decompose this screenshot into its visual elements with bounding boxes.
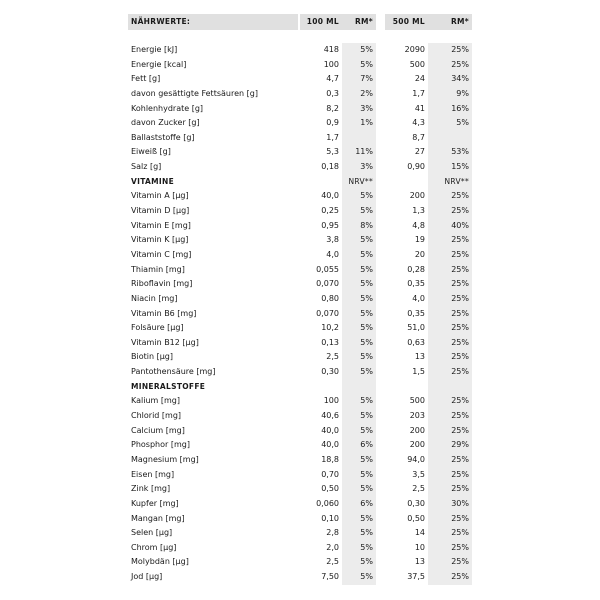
nutrient-name: davon Zucker [g] xyxy=(131,118,200,128)
table-row xyxy=(128,219,472,234)
nutrient-name: Riboflavin [mg] xyxy=(131,279,193,289)
nutrient-name: Magnesium [mg] xyxy=(131,454,199,464)
value-100ml: 3,8 xyxy=(326,235,339,245)
rm-100ml: 5% xyxy=(342,394,376,409)
nutrient-name: Jod [µg] xyxy=(131,572,163,582)
rm-500ml: 25% xyxy=(428,365,472,380)
header-rm-100ml: RM* xyxy=(342,14,376,30)
value-100ml: 2,5 xyxy=(326,557,339,567)
value-500ml: 1,7 xyxy=(412,88,425,98)
rm-100ml: 5% xyxy=(342,541,376,556)
value-100ml: 2,8 xyxy=(326,528,339,538)
value-500ml: 4,3 xyxy=(412,118,425,128)
rm-100ml: 5% xyxy=(342,555,376,570)
value-500ml: 200 xyxy=(409,440,425,450)
value-500ml: 4,0 xyxy=(412,293,425,303)
table-row xyxy=(128,233,472,248)
table-row xyxy=(128,43,472,58)
rm-500ml: 25% xyxy=(428,277,472,292)
table-row xyxy=(128,570,472,585)
rm-500ml: 30% xyxy=(428,497,472,512)
value-100ml: 0,30 xyxy=(321,367,339,377)
nrv-label-500ml: NRV** xyxy=(428,175,472,190)
rm-100ml: 3% xyxy=(342,160,376,175)
value-500ml: 0,63 xyxy=(407,337,425,347)
value-500ml: 0,28 xyxy=(407,264,425,274)
value-500ml: 1,5 xyxy=(412,367,425,377)
table-row xyxy=(128,468,472,483)
rm-500ml: 25% xyxy=(428,394,472,409)
rm-500ml: 53% xyxy=(428,145,472,160)
table-row xyxy=(128,336,472,351)
value-100ml: 4,7 xyxy=(326,74,339,84)
table-row xyxy=(128,116,472,131)
rm-500ml: 29% xyxy=(428,438,472,453)
value-100ml: 40,6 xyxy=(321,411,339,421)
nutrient-name: Chlorid [mg] xyxy=(131,411,182,421)
value-100ml: 18,8 xyxy=(321,454,339,464)
rm-100ml: 5% xyxy=(342,424,376,439)
nutrient-name: Kalium [mg] xyxy=(131,396,180,406)
table-row xyxy=(128,482,472,497)
vitamine-section-header xyxy=(128,175,472,190)
nrv-label-100ml: NRV** xyxy=(342,175,376,190)
value-500ml: 27 xyxy=(414,147,425,157)
rm-500ml: 25% xyxy=(428,307,472,322)
value-100ml: 0,070 xyxy=(316,308,339,318)
vitamine-title: VITAMINE xyxy=(131,176,174,186)
rm-500ml: 25% xyxy=(428,555,472,570)
nutrient-name: Biotin [µg] xyxy=(131,352,173,362)
rm-100ml: 5% xyxy=(342,321,376,336)
rm-100ml: 5% xyxy=(342,248,376,263)
rm-500ml: 25% xyxy=(428,233,472,248)
rm-100ml: 5% xyxy=(342,482,376,497)
rm-100ml xyxy=(342,131,376,146)
value-500ml: 0,30 xyxy=(407,498,425,508)
nutrient-name: Thiamin [mg] xyxy=(131,264,185,274)
nutrient-name: Zink [mg] xyxy=(131,484,171,494)
table-row xyxy=(128,394,472,409)
nutrient-name: Vitamin A [µg] xyxy=(131,191,189,201)
value-500ml: 37,5 xyxy=(407,572,425,582)
rm-100ml: 6% xyxy=(342,438,376,453)
nutrient-name: Vitamin K [µg] xyxy=(131,235,189,245)
rm-100ml: 1% xyxy=(342,116,376,131)
value-100ml: 2,5 xyxy=(326,352,339,362)
rm-100ml: 5% xyxy=(342,307,376,322)
value-100ml: 0,070 xyxy=(316,279,339,289)
nutrient-name: Energie [kJ] xyxy=(131,45,178,54)
rm-100ml: 8% xyxy=(342,219,376,234)
value-500ml: 200 xyxy=(409,425,425,435)
rm-500ml: 16% xyxy=(428,102,472,117)
vitamine-section xyxy=(128,189,472,379)
rm-100ml: 7% xyxy=(342,72,376,87)
rm-500ml: 25% xyxy=(428,292,472,307)
rm-500ml: 40% xyxy=(428,219,472,234)
table-row xyxy=(128,350,472,365)
rm-100ml: 5% xyxy=(342,453,376,468)
rm-100ml: 5% xyxy=(342,350,376,365)
nutrient-name: Vitamin B12 [µg] xyxy=(131,337,199,347)
rm-500ml: 25% xyxy=(428,263,472,278)
value-500ml: 94,0 xyxy=(407,454,425,464)
nutrient-name: Vitamin E [mg] xyxy=(131,220,191,230)
mineralstoffe-section-header xyxy=(128,380,472,395)
value-100ml: 10,2 xyxy=(321,323,339,333)
rm-500ml: 5% xyxy=(428,116,472,131)
value-100ml: 0,18 xyxy=(321,162,339,172)
value-100ml: 40,0 xyxy=(321,425,339,435)
table-row xyxy=(128,160,472,175)
table-row xyxy=(128,263,472,278)
value-500ml: 0,50 xyxy=(407,513,425,523)
header-label: NÄHRWERTE: xyxy=(128,14,298,30)
nutrient-name: Energie [kcal] xyxy=(131,59,187,69)
rm-100ml: 5% xyxy=(342,233,376,248)
value-500ml: 500 xyxy=(409,396,425,406)
nutrient-name: Mangan [mg] xyxy=(131,513,185,523)
table-row xyxy=(128,131,472,146)
table-row xyxy=(128,102,472,117)
value-500ml: 13 xyxy=(414,352,425,362)
rm-500ml: 25% xyxy=(428,526,472,541)
value-500ml: 1,3 xyxy=(412,206,425,216)
table-row xyxy=(128,453,472,468)
table-row xyxy=(128,248,472,263)
value-100ml: 0,13 xyxy=(321,337,339,347)
table-row xyxy=(128,526,472,541)
nutrient-name: Salz [g] xyxy=(131,162,162,172)
nutrient-name: Calcium [mg] xyxy=(131,425,185,435)
rm-100ml: 5% xyxy=(342,263,376,278)
rm-100ml: 11% xyxy=(342,145,376,160)
naehrwerte-section xyxy=(128,43,472,175)
rm-500ml: 25% xyxy=(428,204,472,219)
value-500ml: 20 xyxy=(414,249,425,259)
table-row xyxy=(128,189,472,204)
rm-500ml: 34% xyxy=(428,72,472,87)
value-500ml: 24 xyxy=(414,74,425,84)
value-500ml: 4,8 xyxy=(412,220,425,230)
table-row xyxy=(128,541,472,556)
value-100ml: 0,055 xyxy=(316,264,339,274)
rm-500ml: 25% xyxy=(428,570,472,585)
value-500ml: 200 xyxy=(409,191,425,201)
value-100ml: 0,3 xyxy=(326,88,339,98)
table-row xyxy=(128,72,472,87)
table-header xyxy=(128,14,472,30)
nutrient-name: Kupfer [mg] xyxy=(131,498,179,508)
nutrient-name: Molybdän [µg] xyxy=(131,557,189,567)
rm-500ml: 25% xyxy=(428,541,472,556)
rm-500ml: 25% xyxy=(428,248,472,263)
rm-500ml: 25% xyxy=(428,43,472,58)
value-500ml: 500 xyxy=(409,59,425,69)
value-500ml: 203 xyxy=(409,411,425,421)
nutrient-name: Kohlenhydrate [g] xyxy=(131,103,204,113)
nutrition-table xyxy=(128,14,472,585)
value-500ml: 2090 xyxy=(404,45,425,54)
value-100ml: 0,9 xyxy=(326,118,339,128)
nutrient-name: Vitamin B6 [mg] xyxy=(131,308,197,318)
value-500ml: 14 xyxy=(414,528,425,538)
nutrient-name: Folsäure [µg] xyxy=(131,323,184,333)
value-100ml: 0,70 xyxy=(321,469,339,479)
table-row xyxy=(128,438,472,453)
rm-100ml: 5% xyxy=(342,189,376,204)
value-100ml: 40,0 xyxy=(321,191,339,201)
nutrient-name: Vitamin D [µg] xyxy=(131,206,190,216)
rm-500ml: 25% xyxy=(428,58,472,73)
table-row xyxy=(128,58,472,73)
rm-100ml: 5% xyxy=(342,292,376,307)
nutrient-name: Eiweiß [g] xyxy=(131,147,171,157)
mineralstoffe-section xyxy=(128,394,472,584)
rm-100ml: 5% xyxy=(342,277,376,292)
value-100ml: 2,0 xyxy=(326,542,339,552)
table-row xyxy=(128,512,472,527)
nutrient-name: Pantothensäure [mg] xyxy=(131,367,216,377)
rm-100ml: 5% xyxy=(342,204,376,219)
table-row xyxy=(128,307,472,322)
rm-500ml: 9% xyxy=(428,87,472,102)
rm-500ml: 25% xyxy=(428,482,472,497)
table-row xyxy=(128,409,472,424)
value-100ml: 7,50 xyxy=(321,572,339,582)
value-100ml: 40,0 xyxy=(321,440,339,450)
rm-100ml: 6% xyxy=(342,497,376,512)
rm-500ml: 25% xyxy=(428,453,472,468)
table-row xyxy=(128,321,472,336)
value-100ml: 1,7 xyxy=(326,132,339,142)
value-500ml: 2,5 xyxy=(412,484,425,494)
nutrient-name: Fett [g] xyxy=(131,74,161,84)
table-row xyxy=(128,292,472,307)
rm-100ml: 5% xyxy=(342,336,376,351)
rm-500ml: 15% xyxy=(428,160,472,175)
value-100ml: 4,0 xyxy=(326,249,339,259)
rm-100ml: 5% xyxy=(342,526,376,541)
rm-500ml: 25% xyxy=(428,350,472,365)
table-row xyxy=(128,497,472,512)
rm-500ml: 25% xyxy=(428,512,472,527)
value-500ml: 8,7 xyxy=(412,132,425,142)
rm-500ml: 25% xyxy=(428,336,472,351)
value-100ml: 0,95 xyxy=(321,220,339,230)
rm-100ml: 5% xyxy=(342,468,376,483)
rm-500ml: 25% xyxy=(428,189,472,204)
rm-500ml: 25% xyxy=(428,409,472,424)
value-100ml: 100 xyxy=(323,59,339,69)
nutrient-name: Eisen [mg] xyxy=(131,469,175,479)
value-100ml: 0,80 xyxy=(321,293,339,303)
rm-100ml: 3% xyxy=(342,102,376,117)
value-100ml: 8,2 xyxy=(326,103,339,113)
table-row xyxy=(128,555,472,570)
value-100ml: 100 xyxy=(323,396,339,406)
value-100ml: 0,060 xyxy=(316,498,339,508)
value-500ml: 0,35 xyxy=(407,308,425,318)
value-500ml: 0,35 xyxy=(407,279,425,289)
value-100ml: 0,50 xyxy=(321,484,339,494)
nutrient-name: davon gesättigte Fettsäuren [g] xyxy=(131,88,258,98)
nutrient-name: Vitamin C [mg] xyxy=(131,249,192,259)
header-100ml: 100 ML xyxy=(300,14,342,30)
nutrient-name: Selen [µg] xyxy=(131,528,173,538)
value-100ml: 5,3 xyxy=(326,147,339,157)
mineralstoffe-title: MINERALSTOFFE xyxy=(131,381,206,391)
header-500ml: 500 ML xyxy=(385,14,428,30)
value-100ml: 0,25 xyxy=(321,206,339,216)
nutrient-name: Ballaststoffe [g] xyxy=(131,132,195,142)
value-500ml: 10 xyxy=(414,542,425,552)
table-row xyxy=(128,365,472,380)
table-row xyxy=(128,87,472,102)
table-row xyxy=(128,204,472,219)
rm-100ml: 5% xyxy=(342,43,376,58)
value-500ml: 0,90 xyxy=(407,162,425,172)
rm-500ml: 25% xyxy=(428,424,472,439)
nutrient-name: Chrom [µg] xyxy=(131,542,177,552)
rm-100ml: 5% xyxy=(342,365,376,380)
value-100ml: 418 xyxy=(323,45,339,54)
value-500ml: 19 xyxy=(414,235,425,245)
value-500ml: 41 xyxy=(414,103,425,113)
table-row xyxy=(128,424,472,439)
value-500ml: 13 xyxy=(414,557,425,567)
nutrient-name: Phosphor [mg] xyxy=(131,440,190,450)
rm-100ml: 5% xyxy=(342,570,376,585)
nutrient-name: Niacin [mg] xyxy=(131,293,178,303)
value-500ml: 3,5 xyxy=(412,469,425,479)
rm-500ml: 25% xyxy=(428,321,472,336)
rm-500ml xyxy=(428,131,472,146)
rm-100ml: 5% xyxy=(342,512,376,527)
value-100ml: 0,10 xyxy=(321,513,339,523)
rm-100ml: 5% xyxy=(342,58,376,73)
value-500ml: 51,0 xyxy=(407,323,425,333)
header-rm-500ml: RM* xyxy=(428,14,472,30)
rm-500ml: 25% xyxy=(428,468,472,483)
table-row xyxy=(128,145,472,160)
rm-100ml: 5% xyxy=(342,409,376,424)
table-row xyxy=(128,277,472,292)
rm-100ml: 2% xyxy=(342,87,376,102)
